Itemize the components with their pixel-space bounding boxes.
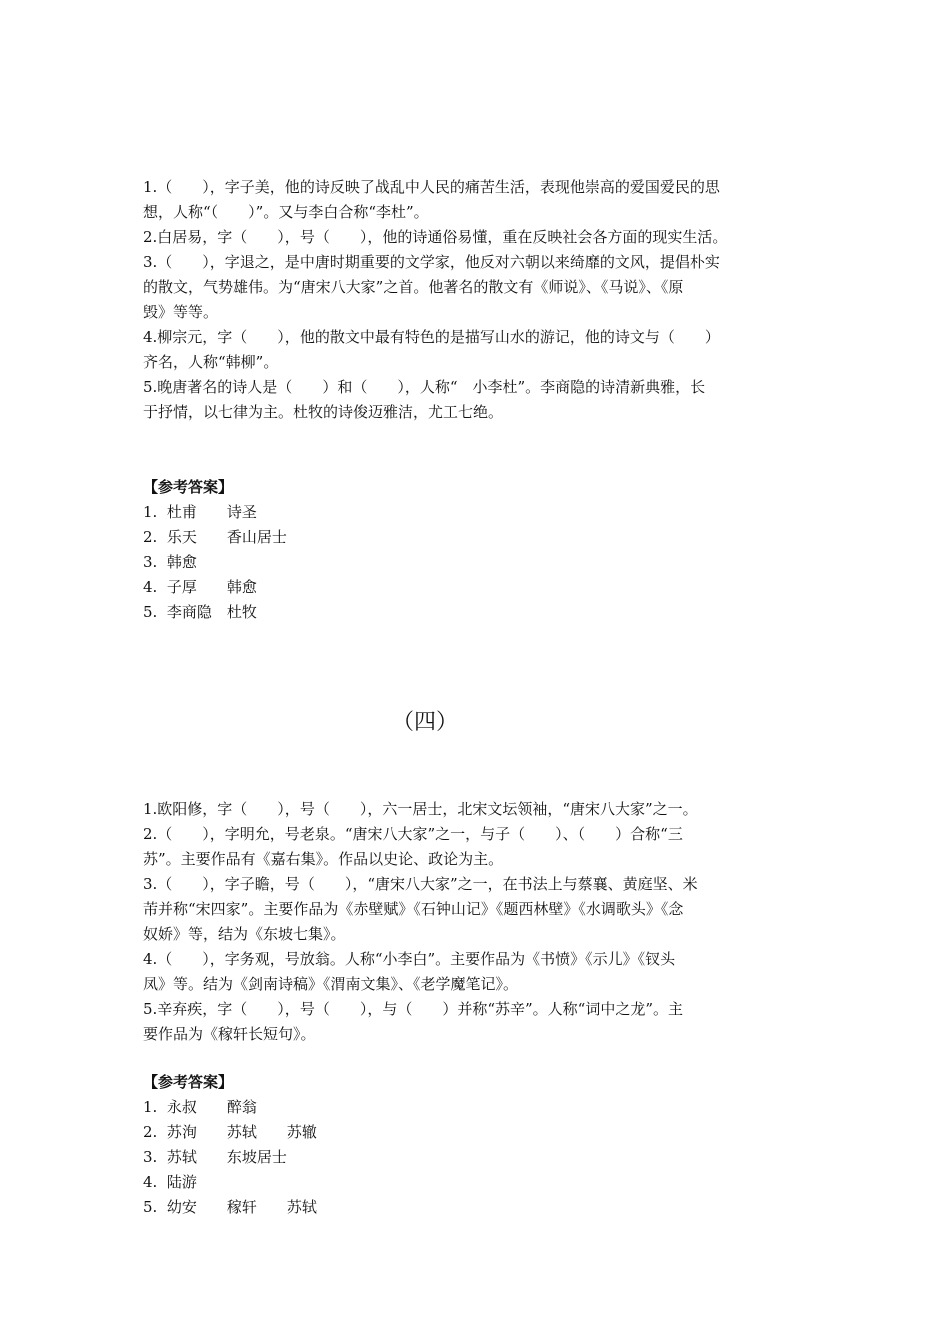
answer-line: 5. 李商隐 杜牧 [143,603,257,621]
answer-line: 1. 杜甫 诗圣 [143,503,257,521]
answer-line: 5. 幼安 稼轩 苏轼 [143,1198,317,1216]
question-line: 3.（ ），字退之，是中唐时期重要的文学家，他反对六朝以来绮靡的文风，提倡朴实 [143,253,720,271]
question-line: 2.（ ），字明允，号老泉。“唐宋八大家”之一，与子（ ）、（ ）合称“三 [143,825,683,843]
question-line: 1.欧阳修，字（ ），号（ ），六一居士，北宋文坛领袖，“唐宋八大家”之一。 [143,800,698,818]
answer-line: 3. 苏轼 东坡居士 [143,1148,287,1166]
question-line: 芾并称“宋四家”。主要作品为《赤壁赋》《石钟山记》《题西林壁》《水调歌头》《念 [143,900,684,918]
question-line: 2.白居易，字（ ），号（ ），他的诗通俗易懂，重在反映社会各方面的现实生活。 [143,228,728,246]
question-line: 于抒情，以七律为主。杜牧的诗俊迈雅洁，尤工七绝。 [143,403,504,421]
answer-line: 4. 陆游 [143,1173,197,1191]
question-line: 的散文，气势雄伟。为“唐宋八大家”之首。他著名的散文有《师说》、《马说》、《原 [143,278,684,296]
answer-key-title: 【参考答案】 [143,478,234,496]
question-line: 要作品为《稼轩长短句》。 [143,1025,316,1043]
section-heading: （四） [391,710,458,735]
answer-key-four [143,1070,815,1220]
answer-key-three [143,475,815,625]
answer-line: 2. 乐天 香山居士 [143,528,287,546]
answer-line: 4. 子厚 韩愈 [143,578,257,596]
question-line: 毁》等等。 [143,303,219,321]
answer-line: 3. 韩愈 [143,553,197,571]
question-line: 想，人称“（ ）”。又与李白合称“李杜”。 [143,203,429,221]
answer-line: 2. 苏洵 苏轼 苏辙 [143,1123,317,1141]
question-line: 苏”。主要作品有《嘉右集》。作品以史论、政论为主。 [143,850,504,868]
answer-key-title: 【参考答案】 [143,1073,234,1091]
question-line: 5.辛弃疾，字（ ），号（ ），与（ ）并称“苏辛”。人称“词中之龙”。主 [143,1000,683,1018]
question-line: 齐名，人称“韩柳”。 [143,353,279,371]
answer-line: 1. 永叔 醉翁 [143,1098,257,1116]
question-line: 凤》等。结为《剑南诗稿》《渭南文集》、《老学魔笔记》。 [143,975,519,993]
question-line: 5.晚唐著名的诗人是（ ）和（ ），人称“ 小李杜”。李商隐的诗清新典雅，长 [143,378,706,396]
section-four-questions [143,797,815,1047]
question-line: 奴娇》等，结为《东坡七集》。 [143,925,346,943]
question-line: 4.（ ），字务观，号放翁。人称“小李白”。主要作品为《书愤》《示儿》《钗头 [143,950,676,968]
question-line: 1.（ ），字子美，他的诗反映了战乱中人民的痛苦生活，表现他崇高的爱国爱民的思 [143,178,720,196]
section-three-questions [143,175,815,425]
question-line: 3.（ ），字子瞻，号（ ），“唐宋八大家”之一，在书法上与蔡襄、黄庭坚、米 [143,875,698,893]
question-line: 4.柳宗元，字（ ），他的散文中最有特色的是描写山水的游记，他的诗文与（ ） [143,328,720,346]
